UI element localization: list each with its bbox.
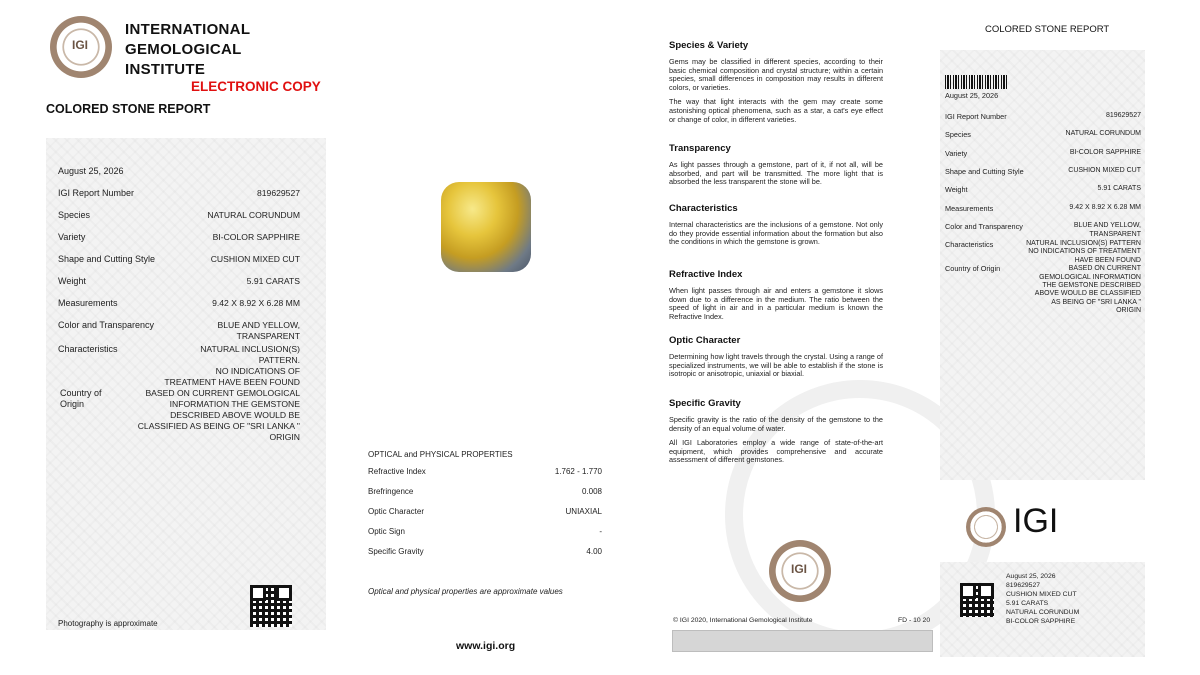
property-label: Optic Character <box>368 507 425 516</box>
copyright: © IGI 2020, International Gemological Institute <box>673 617 813 624</box>
institute-name-line2: GEMOLOGICAL <box>125 41 242 58</box>
info-section-title: Transparency <box>669 143 731 154</box>
right-field-label: Variety <box>945 149 968 158</box>
property-label: Specific Gravity <box>368 547 424 556</box>
field-value: BI-COLOR SAPPHIRE <box>212 232 300 242</box>
right-characteristics-value <box>1011 240 1141 316</box>
right-origin-label: Country of Origin <box>945 264 1001 273</box>
report-title: COLORED STONE REPORT <box>46 102 211 116</box>
info-section-text: As light passes through a gemstone, part of it, if not all, will be absorbed, and part will be transmitted. The more light that is absorbed the less transparent the stone will be. <box>669 160 883 187</box>
right-color-label: Color and Transparency <box>945 222 1023 231</box>
info-section <box>669 398 883 471</box>
characteristics-label: Characteristics <box>58 344 118 354</box>
color-label: Color and Transparency <box>58 320 155 330</box>
right-characteristics-line: ORIGIN <box>1116 307 1141 315</box>
characteristics-line: INFORMATION THE GEMSTONE <box>169 399 300 409</box>
characteristics-line: CLASSIFIED AS BEING OF "SRI LANKA " <box>137 421 300 431</box>
institute-name-line3: INSTITUTE <box>125 61 206 78</box>
right-field-value: CUSHION MIXED CUT <box>1068 167 1141 174</box>
stub-line: NATURAL CORUNDUM <box>1006 609 1080 616</box>
info-section-text: All IGI Laboratories employ a wide range of state-of-the-art equipment, which provides comprehensive and accurate assessment of different gemstones. <box>669 438 883 465</box>
barcode <box>945 75 1007 89</box>
info-section <box>669 40 883 130</box>
right-report-title: COLORED STONE REPORT <box>985 24 1110 35</box>
field-label: Species <box>58 210 91 220</box>
property-value: 1.762 - 1.770 <box>554 467 602 476</box>
right-field-value: 819629527 <box>1105 112 1141 119</box>
right-characteristics-line: THE GEMSTONE DESCRIBED <box>1042 282 1141 290</box>
igi-brand-text: IGI <box>1013 502 1059 540</box>
right-field-value: 9.42 X 8.92 X 6.28 MM <box>1069 204 1141 211</box>
form-code: FD - 10 20 <box>898 617 931 624</box>
right-field-label: Shape and Cutting Style <box>945 167 1024 176</box>
right-characteristics-line: GEMOLOGICAL INFORMATION <box>1039 273 1141 281</box>
field-value: NATURAL CORUNDUM <box>207 210 300 220</box>
website-link[interactable]: www.igi.org <box>456 640 516 652</box>
right-field-value: BI-COLOR SAPPHIRE <box>1069 149 1141 156</box>
stub-line: 5.91 CARATS <box>1006 600 1049 607</box>
right-field-label: IGI Report Number <box>945 112 1007 121</box>
field-label: Shape and Cutting Style <box>58 254 156 264</box>
characteristics-line: NO INDICATIONS OF <box>215 366 300 376</box>
security-strip <box>672 630 933 652</box>
info-section-text: Gems may be classified in different species, according to their basic chemical composition and crystal structure; within a certain species, small differences in composition may results in different colors, or varieties. <box>669 57 883 92</box>
right-characteristics-label: Characteristics <box>945 240 994 249</box>
qr-code[interactable] <box>250 585 292 627</box>
characteristics-value <box>100 344 300 443</box>
right-characteristics-line: HAVE BEEN FOUND <box>1074 256 1141 264</box>
institute-name-line1: INTERNATIONAL <box>125 21 251 38</box>
info-section-title: Refractive Index <box>669 269 743 280</box>
characteristics-line: TREATMENT HAVE BEEN FOUND <box>164 377 300 387</box>
field-label: Variety <box>58 232 86 242</box>
info-section-text: Determining how light travels through the crystal. Using a range of specialized instruments, we will be able to establish if the stone is isotropic or anisotropic, uniaxial or biaxial. <box>669 352 883 379</box>
right-color-value-2: TRANSPARENT <box>1089 231 1141 238</box>
field-value: 9.42 X 8.92 X 6.28 MM <box>212 298 300 308</box>
property-label: Brefringence <box>368 487 414 496</box>
info-section-text: Internal characteristics are the inclusions of a gemstone. Not only do they provide essential information about the formation but also the conditions in which the gemstone is grown. <box>669 220 883 247</box>
field-value: CUSHION MIXED CUT <box>210 254 300 264</box>
property-label: Refractive Index <box>368 467 426 476</box>
igi-seal-footer-text: IGI <box>791 562 808 576</box>
stub-line: August 25, 2026 <box>1006 573 1056 580</box>
info-section <box>669 335 883 385</box>
characteristics-line: ORIGIN <box>269 432 300 442</box>
info-section <box>669 269 883 327</box>
gemstone-photo <box>441 182 531 272</box>
right-characteristics-line: ABOVE WOULD BE CLASSIFIED <box>1034 290 1141 298</box>
right-characteristics-line: NATURAL INCLUSION(S) PATTERN <box>1026 240 1141 247</box>
color-value-1: BLUE AND YELLOW, <box>217 320 300 330</box>
right-field-label: Species <box>945 130 971 139</box>
info-section-text: Specific gravity is the ratio of the density of the gemstone to the density of an equal volume of water. <box>669 415 883 433</box>
right-field-value: NATURAL CORUNDUM <box>1065 130 1141 137</box>
photo-note: Photography is approximate <box>58 619 158 628</box>
info-section-text: When light passes through air and enters a gemstone it slows down due to a difference in the medium. The ratio between the speed of light in air and in a particular medium is known the Refractive Index. <box>669 286 883 321</box>
info-section <box>669 143 883 193</box>
field-label: Measurements <box>58 298 118 308</box>
right-field-label: Measurements <box>945 204 994 213</box>
property-value: 4.00 <box>586 547 602 556</box>
right-color-value-1: BLUE AND YELLOW, <box>1073 222 1141 229</box>
right-field-value: 5.91 CARATS <box>1097 185 1141 192</box>
igi-brand-logo <box>966 507 1006 547</box>
report-date: August 25, 2026 <box>58 166 124 176</box>
info-section-text: The way that light interacts with the gem may create some astonishing optical phenomena, such as a star, a cat's eye effect or change of color, in different varieties. <box>669 97 883 124</box>
field-value: 5.91 CARATS <box>246 276 300 286</box>
color-value-2: TRANSPARENT <box>236 331 300 341</box>
info-section-title: Optic Character <box>669 335 741 346</box>
right-characteristics-line: NO INDICATIONS OF TREATMENT <box>1028 248 1141 256</box>
info-section-title: Species & Variety <box>669 40 749 51</box>
field-label: Weight <box>58 276 86 286</box>
origin-label-2: Origin <box>60 399 85 409</box>
electronic-copy-label: ELECTRONIC COPY <box>191 79 321 94</box>
field-label: IGI Report Number <box>58 188 135 198</box>
right-characteristics-line: BASED ON CURRENT <box>1068 265 1141 273</box>
info-section-title: Specific Gravity <box>669 398 741 409</box>
characteristics-line: DESCRIBED ABOVE WOULD BE <box>170 410 300 420</box>
property-value: - <box>599 527 602 536</box>
characteristics-line: BASED ON CURRENT GEMOLOGICAL <box>145 388 300 398</box>
right-characteristics-line: AS BEING OF "SRI LANKA " <box>1051 298 1141 306</box>
right-field-label: Weight <box>945 185 968 194</box>
field-value: 819629527 <box>256 188 300 198</box>
property-value: UNIAXIAL <box>565 507 602 516</box>
stub-qr-code[interactable] <box>960 583 994 617</box>
right-date: August 25, 2026 <box>945 91 999 100</box>
stub-line: 819629527 <box>1006 582 1041 589</box>
origin-label-1: Country of <box>60 388 102 398</box>
approx-note: Optical and physical properties are approximate values <box>368 587 563 596</box>
igi-seal-text: IGI <box>72 38 89 52</box>
info-section <box>669 203 883 253</box>
info-section-title: Characteristics <box>669 203 738 214</box>
property-label: Optic Sign <box>368 527 405 536</box>
stub-line: BI-COLOR SAPPHIRE <box>1006 618 1076 625</box>
characteristics-line: NATURAL INCLUSION(S) <box>200 344 300 354</box>
property-value: 0.008 <box>581 487 602 496</box>
properties-title: OPTICAL and PHYSICAL PROPERTIES <box>368 450 513 459</box>
stub-line: CUSHION MIXED CUT <box>1006 591 1077 598</box>
characteristics-line: PATTERN. <box>258 355 300 365</box>
